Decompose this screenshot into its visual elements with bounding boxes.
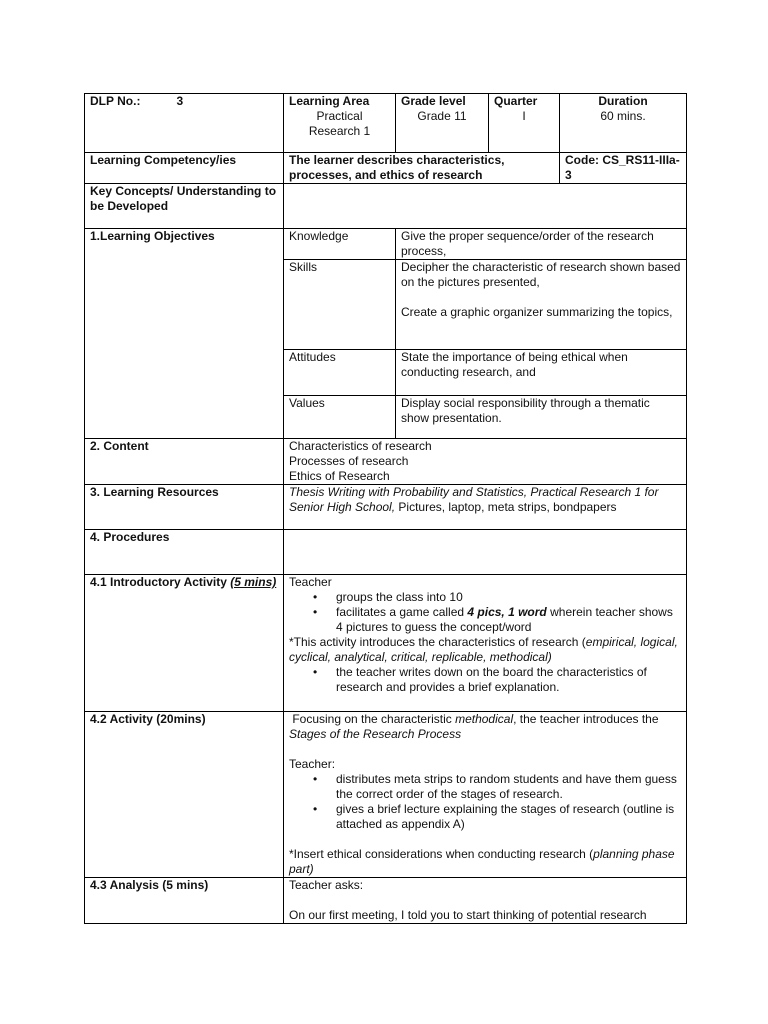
activity-bullet-1: • distributes meta strips to random students and have them guess the correct order of the stages of research. — [336, 772, 681, 802]
intro-bullet-1: • groups the class into 10 — [336, 590, 681, 605]
header-row — [85, 94, 687, 153]
resources-cell — [284, 485, 687, 530]
skills-label: Skills — [284, 260, 396, 350]
activity-label: 4.2 Activity (20mins) — [85, 712, 284, 878]
grade-level-cell — [396, 94, 489, 153]
key-concepts-row — [85, 184, 687, 229]
analysis-row — [85, 878, 687, 924]
learning-area-cell — [284, 94, 396, 153]
activity-teacher: Teacher: — [289, 757, 336, 771]
objective-knowledge-row — [85, 229, 687, 260]
content-line-2: Processes of research — [289, 454, 409, 468]
dlp-table — [84, 93, 687, 924]
skills-text-2: Create a graphic organizer summarizing the topics, — [401, 305, 673, 319]
content-label: 2. Content — [85, 439, 284, 485]
quarter-label: Quarter — [494, 94, 538, 108]
key-concepts-label: Key Concepts/ Understanding to be Developed — [85, 184, 284, 229]
activity-cell — [284, 712, 687, 878]
learning-area-value-1: Practical — [316, 109, 363, 123]
resources-materials: Pictures, laptop, meta strips, bondpapers — [395, 500, 617, 514]
attitudes-label: Attitudes — [284, 350, 396, 396]
game-name: 4 pics, 1 word — [467, 605, 547, 619]
resources-row — [85, 485, 687, 530]
intro-note: *This activity introduces the characteristics of research (empirical, logical, cyclical, analytical, critical, replicable, methodical) — [289, 635, 678, 664]
intro-activity-duration: (5 mins) — [230, 575, 277, 589]
procedures-row — [85, 530, 687, 575]
learning-area-label: Learning Area — [289, 94, 370, 108]
values-text: Display social responsibility through a thematic show presentation. — [396, 396, 687, 439]
analysis-line-2: On our first meeting, I told you to start thinking of potential research — [289, 908, 647, 922]
quarter-value: I — [522, 109, 526, 123]
intro-activity-cell — [284, 575, 687, 712]
duration-value: 60 mins. — [600, 109, 646, 123]
attitudes-text: State the importance of being ethical when conducting research, and — [396, 350, 687, 396]
analysis-label: 4.3 Analysis (5 mins) — [85, 878, 284, 924]
resources-book-title: Thesis Writing with Probability and Statistics, Practical Research 1 for Senior High School, — [289, 485, 659, 514]
content-cell — [284, 439, 687, 485]
dlp-no-cell — [85, 94, 284, 153]
duration-cell — [560, 94, 687, 153]
dlp-no-label: DLP No.: — [90, 94, 141, 108]
content-line-1: Characteristics of research — [289, 439, 432, 453]
intro-bullet-3: • the teacher writes down on the board the characteristics of research and provides a brief explanation. — [336, 665, 681, 695]
activity-intro: Focusing on the characteristic methodical, the teacher introduces the Stages of the Research Process — [289, 712, 659, 741]
skills-cell — [396, 260, 687, 350]
content-row — [85, 439, 687, 485]
procedures-value — [284, 530, 687, 575]
objectives-label: 1.Learning Objectives — [85, 229, 284, 439]
content-line-3: Ethics of Research — [289, 469, 390, 483]
activity-bullets — [289, 772, 681, 832]
grade-level-label: Grade level — [401, 94, 466, 108]
intro-activity-label — [85, 575, 284, 712]
intro-activity-row — [85, 575, 687, 712]
key-concepts-value — [284, 184, 687, 229]
activity-bullet-2: • gives a brief lecture explaining the stages of research (outline is attached as appendix A) — [336, 802, 681, 832]
activity-note: *Insert ethical considerations when conducting research (planning phase part) — [289, 847, 675, 876]
intro-bullet-2: • facilitates a game called 4 pics, 1 word wherein teacher shows 4 pictures to guess the concept/word — [336, 605, 681, 635]
resources-label: 3. Learning Resources — [85, 485, 284, 530]
competency-text: The learner describes characteristics, processes, and ethics of research — [284, 153, 560, 184]
competency-code: Code: CS_RS11-IIIa-3 — [560, 153, 687, 184]
knowledge-label: Knowledge — [284, 229, 396, 260]
activity-row — [85, 712, 687, 878]
learning-area-value-2: Research 1 — [308, 124, 371, 138]
intro-bullets-2 — [289, 665, 681, 695]
quarter-cell — [489, 94, 560, 153]
intro-activity-label-text: 4.1 Introductory Activity — [90, 575, 231, 589]
competency-row — [85, 153, 687, 184]
dlp-no-value: 3 — [176, 94, 184, 108]
values-label: Values — [284, 396, 396, 439]
grade-level-value: Grade 11 — [417, 109, 467, 123]
intro-bullets — [289, 590, 681, 635]
analysis-line-1: Teacher asks: — [289, 878, 364, 892]
competency-label: Learning Competency/ies — [85, 153, 284, 184]
duration-label: Duration — [598, 94, 648, 108]
knowledge-text: Give the proper sequence/order of the research process, — [396, 229, 687, 260]
analysis-cell — [284, 878, 687, 924]
intro-teacher: Teacher — [289, 575, 332, 589]
skills-text-1: Decipher the characteristic of research shown based on the pictures presented, — [401, 260, 681, 289]
procedures-label: 4. Procedures — [85, 530, 284, 575]
